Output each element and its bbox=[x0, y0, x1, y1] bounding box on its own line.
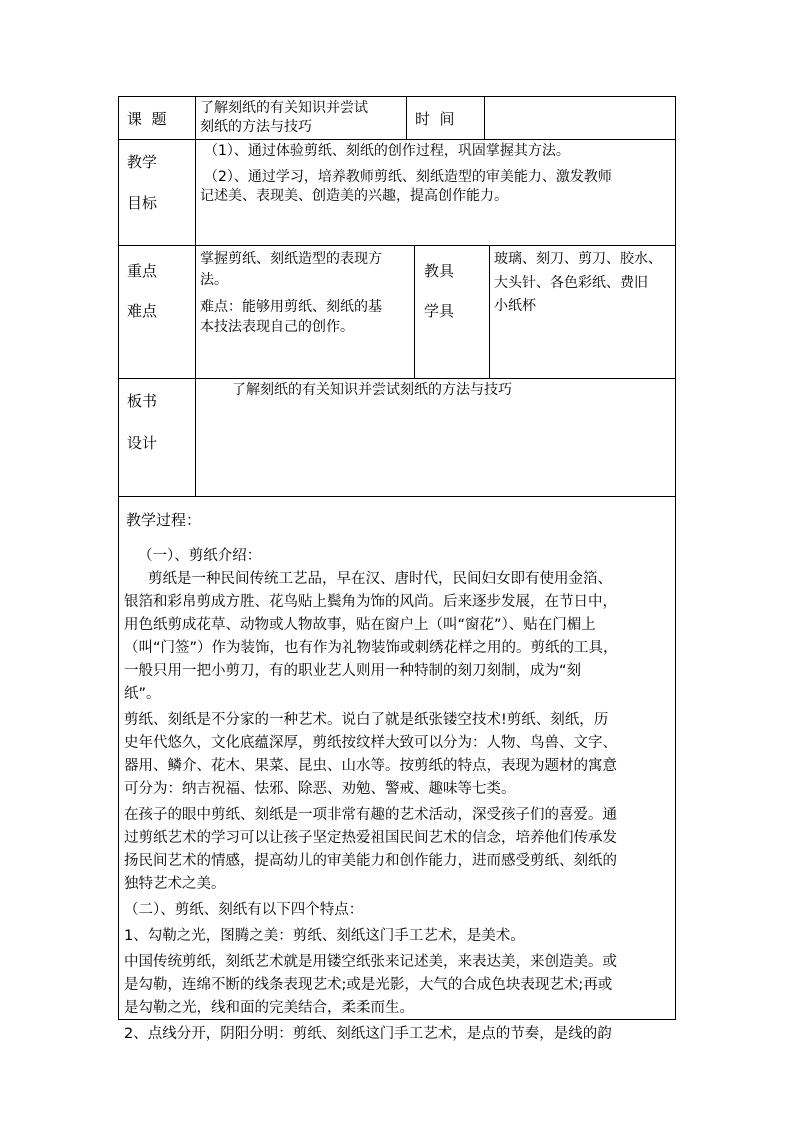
course-title-line-2: 刻纸的方法与技巧 bbox=[200, 119, 312, 135]
label-time: 时 间 bbox=[415, 110, 455, 128]
para3-line: 在孩子的眼中剪纸、刻纸是一项非常有趣的艺术活动，深受孩子们的喜爱。通 bbox=[124, 807, 617, 823]
goal-line-3: 记述美、表现美、创造美的兴趣，提高创作能力。 bbox=[200, 188, 508, 204]
goal-line-2: （2）、通过学习，培养教师剪纸、刻纸造型的审美能力、激发教师 bbox=[204, 169, 612, 185]
tools-line-1: 玻璃、刻刀、剪刀、胶水、 bbox=[494, 251, 662, 267]
table-rule bbox=[118, 496, 676, 497]
tools-line-2: 大头针、各色彩纸、费旧 bbox=[494, 275, 648, 291]
table-rule bbox=[118, 378, 676, 379]
para2-line: 剪纸、刻纸是不分家的一种艺术。说白了就是纸张镂空技术!剪纸、刻纸，历 bbox=[124, 712, 609, 728]
label-difficulties: 难点 bbox=[127, 302, 158, 320]
focus-line-2: 法。 bbox=[200, 272, 228, 288]
para2-line: 器用、鳞介、花木、果菜、昆虫、山水等。按剪纸的特点，表现为题材的寓意 bbox=[124, 758, 617, 774]
para2-line: 史年代悠久，文化底蕴深厚，剪纸按纹样大致可以分为：人物、鸟兽、文字、 bbox=[124, 735, 617, 751]
focus-line-3: 难点：能够用剪纸、刻纸的基 bbox=[200, 299, 382, 315]
table-rule bbox=[195, 96, 196, 496]
para3-line: 过剪纸艺术的学习可以让孩子坚定热爱祖国民间艺术的信念，培养他们传承发 bbox=[124, 830, 617, 846]
label-course-title: 课 题 bbox=[127, 110, 167, 128]
board-design-content: 了解刻纸的有关知识并尝试刻纸的方法与技巧 bbox=[232, 382, 512, 398]
label-board-2: 设计 bbox=[127, 434, 158, 452]
table-rule bbox=[484, 96, 485, 139]
process-body bbox=[124, 545, 672, 1046]
para2-line: 可分为：纳吉祝福、怯邪、除恶、劝勉、警戒、趣味等七类。 bbox=[124, 781, 516, 797]
section1-title: （一）、剪纸介绍： bbox=[138, 548, 262, 564]
tools-line-3: 小纸杯 bbox=[494, 298, 536, 314]
course-title-line-1: 了解刻纸的有关知识并尝试 bbox=[200, 100, 368, 116]
table-rule bbox=[414, 245, 415, 378]
section2-title: （二）、剪纸、刻纸有以下四个特点： bbox=[124, 902, 364, 918]
para1-line: 纸”。 bbox=[124, 686, 161, 702]
label-teaching-goals-2: 目标 bbox=[127, 194, 158, 212]
para3-line: 独特艺术之美。 bbox=[124, 876, 226, 892]
para4-line: 是勾勒之光，线和面的完美结合，柔柔而生。 bbox=[124, 1000, 414, 1016]
para4-line: 中国传统剪纸，刻纸艺术就是用镂空纸张来记述美，来表达美，来创造美。或 bbox=[124, 954, 617, 970]
label-teaching-goals-1: 教学 bbox=[127, 153, 158, 171]
table-rule bbox=[406, 96, 407, 139]
process-heading: 教学过程： bbox=[126, 511, 202, 529]
table-rule bbox=[118, 139, 676, 140]
focus-line-4: 本技法表现自己的创作。 bbox=[200, 319, 354, 335]
goal-line-1: （1）、通过体验剪纸、刻纸的创作过程，巩固掌握其方法。 bbox=[204, 143, 570, 159]
point1-title: 1、勾勒之光，图腾之美：剪纸、刻纸这门手工艺术，是美术。 bbox=[124, 928, 525, 944]
focus-line-1: 掌握剪纸、刻纸造型的表现方 bbox=[200, 251, 382, 267]
label-board-1: 板书 bbox=[127, 392, 158, 410]
label-teaching-aids: 教具 bbox=[424, 262, 455, 280]
point2-title: 2、点线分开，阴阳分明：剪纸、刻纸这门手工艺术，是点的节奏，是线的韵 bbox=[124, 1026, 612, 1042]
label-learning-aids: 学具 bbox=[424, 302, 455, 320]
label-key-points: 重点 bbox=[127, 262, 158, 280]
table-rule bbox=[489, 245, 490, 378]
para3-line: 扬民间艺术的情感，提高幼儿的审美能力和创作能力，进而感受剪纸、刻纸的 bbox=[124, 853, 617, 869]
para1-line: （叫“门签”）作为装饰，也有作为礼物装饰或刺绣花样之用的。剪纸的工具， bbox=[124, 640, 618, 656]
para1-line: 银箔和彩帛剪成方胜、花鸟贴上鬓角为饰的风尚。后来逐步发展，在节日中， bbox=[124, 594, 617, 610]
para1-line: 用色纸剪成花草、动物或人物故事，贴在窗户上（叫“窗花”）、贴在门楣上 bbox=[124, 617, 596, 633]
para1-line: 一般只用一把小剪刀，有的职业艺人则用一种特制的刻刀刻制，成为“刻 bbox=[124, 663, 582, 679]
para1-line: 剪纸是一种民间传统工艺品，早在汉、唐时代，民间妇女即有使用金箔、 bbox=[148, 571, 612, 587]
para4-line: 是勾勒，连绵不断的线条表现艺术;或是光影，大气的合成色块表现艺术;再或 bbox=[124, 977, 613, 993]
table-rule bbox=[118, 245, 676, 246]
